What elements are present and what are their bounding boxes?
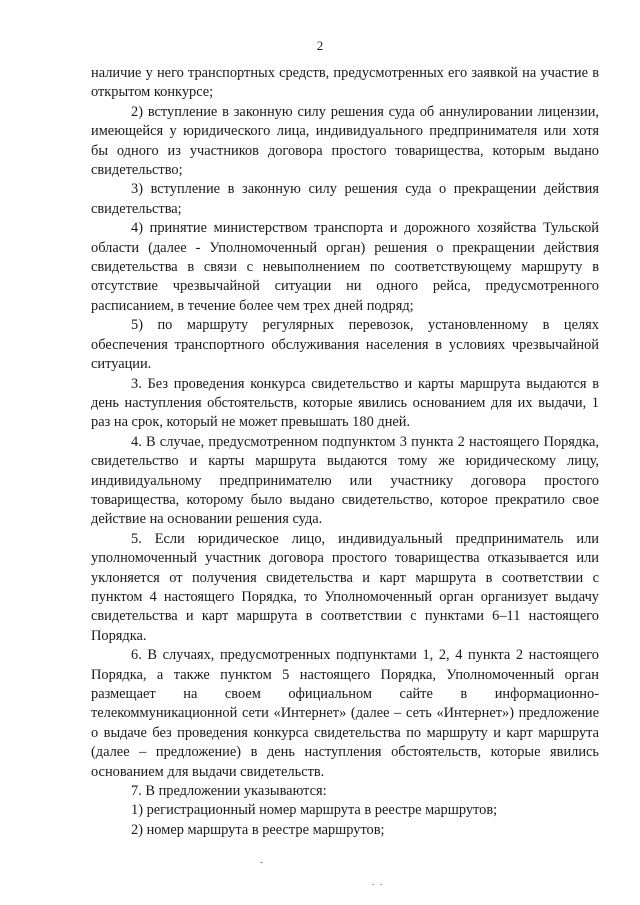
paragraph-item-3: 3. Без проведения конкурса свидетельство и карты маршрута выдаются в день наступления обстоятельств, которые явились основанием для их выдачи, 1 раз на срок, который не может превышать 180 дней. — [91, 375, 599, 431]
paragraph-item-7: 7. В предложении указываются: — [131, 783, 327, 800]
paragraph-continuation: наличие у него транспортных средств, предусмотренных его заявкой на участие в открытом конкурсе; — [91, 65, 599, 101]
scan-speck — [380, 884, 382, 885]
paragraph-subitem-3: 3) вступление в законную силу решения суда о прекращении действия свидетельства; — [91, 181, 599, 217]
paragraph-subitem-4: 4) принятие министерством транспорта и дорожного хозяйства Тульской области (далее - Уполномоченный орган) решения о прекращении действия свидетельства в связи с невыполнением по соответствующему маршруту в отсутствие чрезвычайной ситуации ни одного рейса, предусмотренного расписанием, в течение более чем трех дней подряд; — [91, 220, 599, 314]
paragraph-item-5: 5. Если юридическое лицо, индивидуальный предприниматель или уполномоченный участник договора простого товарищества отказывается или уклоняется от получения свидетельства и карт маршрута в соответствии с пунктом 4 настоящего Порядка, то Уполномоченный орган организует выдачу свидетельства и карт маршрута в соответствии с пунктами 6–11 настоящего Порядка. — [91, 530, 599, 644]
scan-speck — [260, 862, 263, 863]
paragraph-item-7-subitem-1: 1) регистрационный номер маршрута в реестре маршрутов; — [131, 802, 498, 819]
paragraph-item-6: 6. В случаях, предусмотренных подпунктами 1, 2, 4 пункта 2 настоящего Порядка, а также пунктом 5 настоящего Порядка, Уполномоченный орган размещает на своем официальном сайте в информационно-телекоммуникационной сети «Интернет» (далее – сеть «Интернет») предложение о выдаче без проведения конкурса свидетельства по маршруту и карт маршрута (далее – предложение) в день наступления обстоятельств, которые явились основанием для выдачи свидетельств. — [91, 647, 599, 780]
paragraph-subitem-5: 5) по маршруту регулярных перевозок, установленному в целях обеспечения транспортного обслуживания населения в условиях чрезвычайной ситуации. — [91, 317, 599, 373]
paragraph-item-4: 4. В случае, предусмотренном подпунктом 3 пункта 2 настоящего Порядка, свидетельство и карты маршрута выдаются тому же юридическому лицу, индивидуальному предпринимателю или участнику договора простого товарищества, которому было выдано свидетельство, которое прекратило свое действие на основании решения суда. — [91, 433, 599, 528]
paragraph-subitem-2: 2) вступление в законную силу решения суда об аннулировании лицензии, имеющейся у юридического лица, индивидуального предпринимателя или хотя бы одного из участников договора простого товарищества, которым выдано свидетельство; — [91, 103, 599, 179]
page-number: 2 — [316, 38, 324, 53]
paragraph-item-7-subitem-2: 2) номер маршрута в реестре маршрутов; — [131, 821, 385, 838]
document-body — [91, 64, 599, 840]
scan-speck — [372, 884, 374, 885]
